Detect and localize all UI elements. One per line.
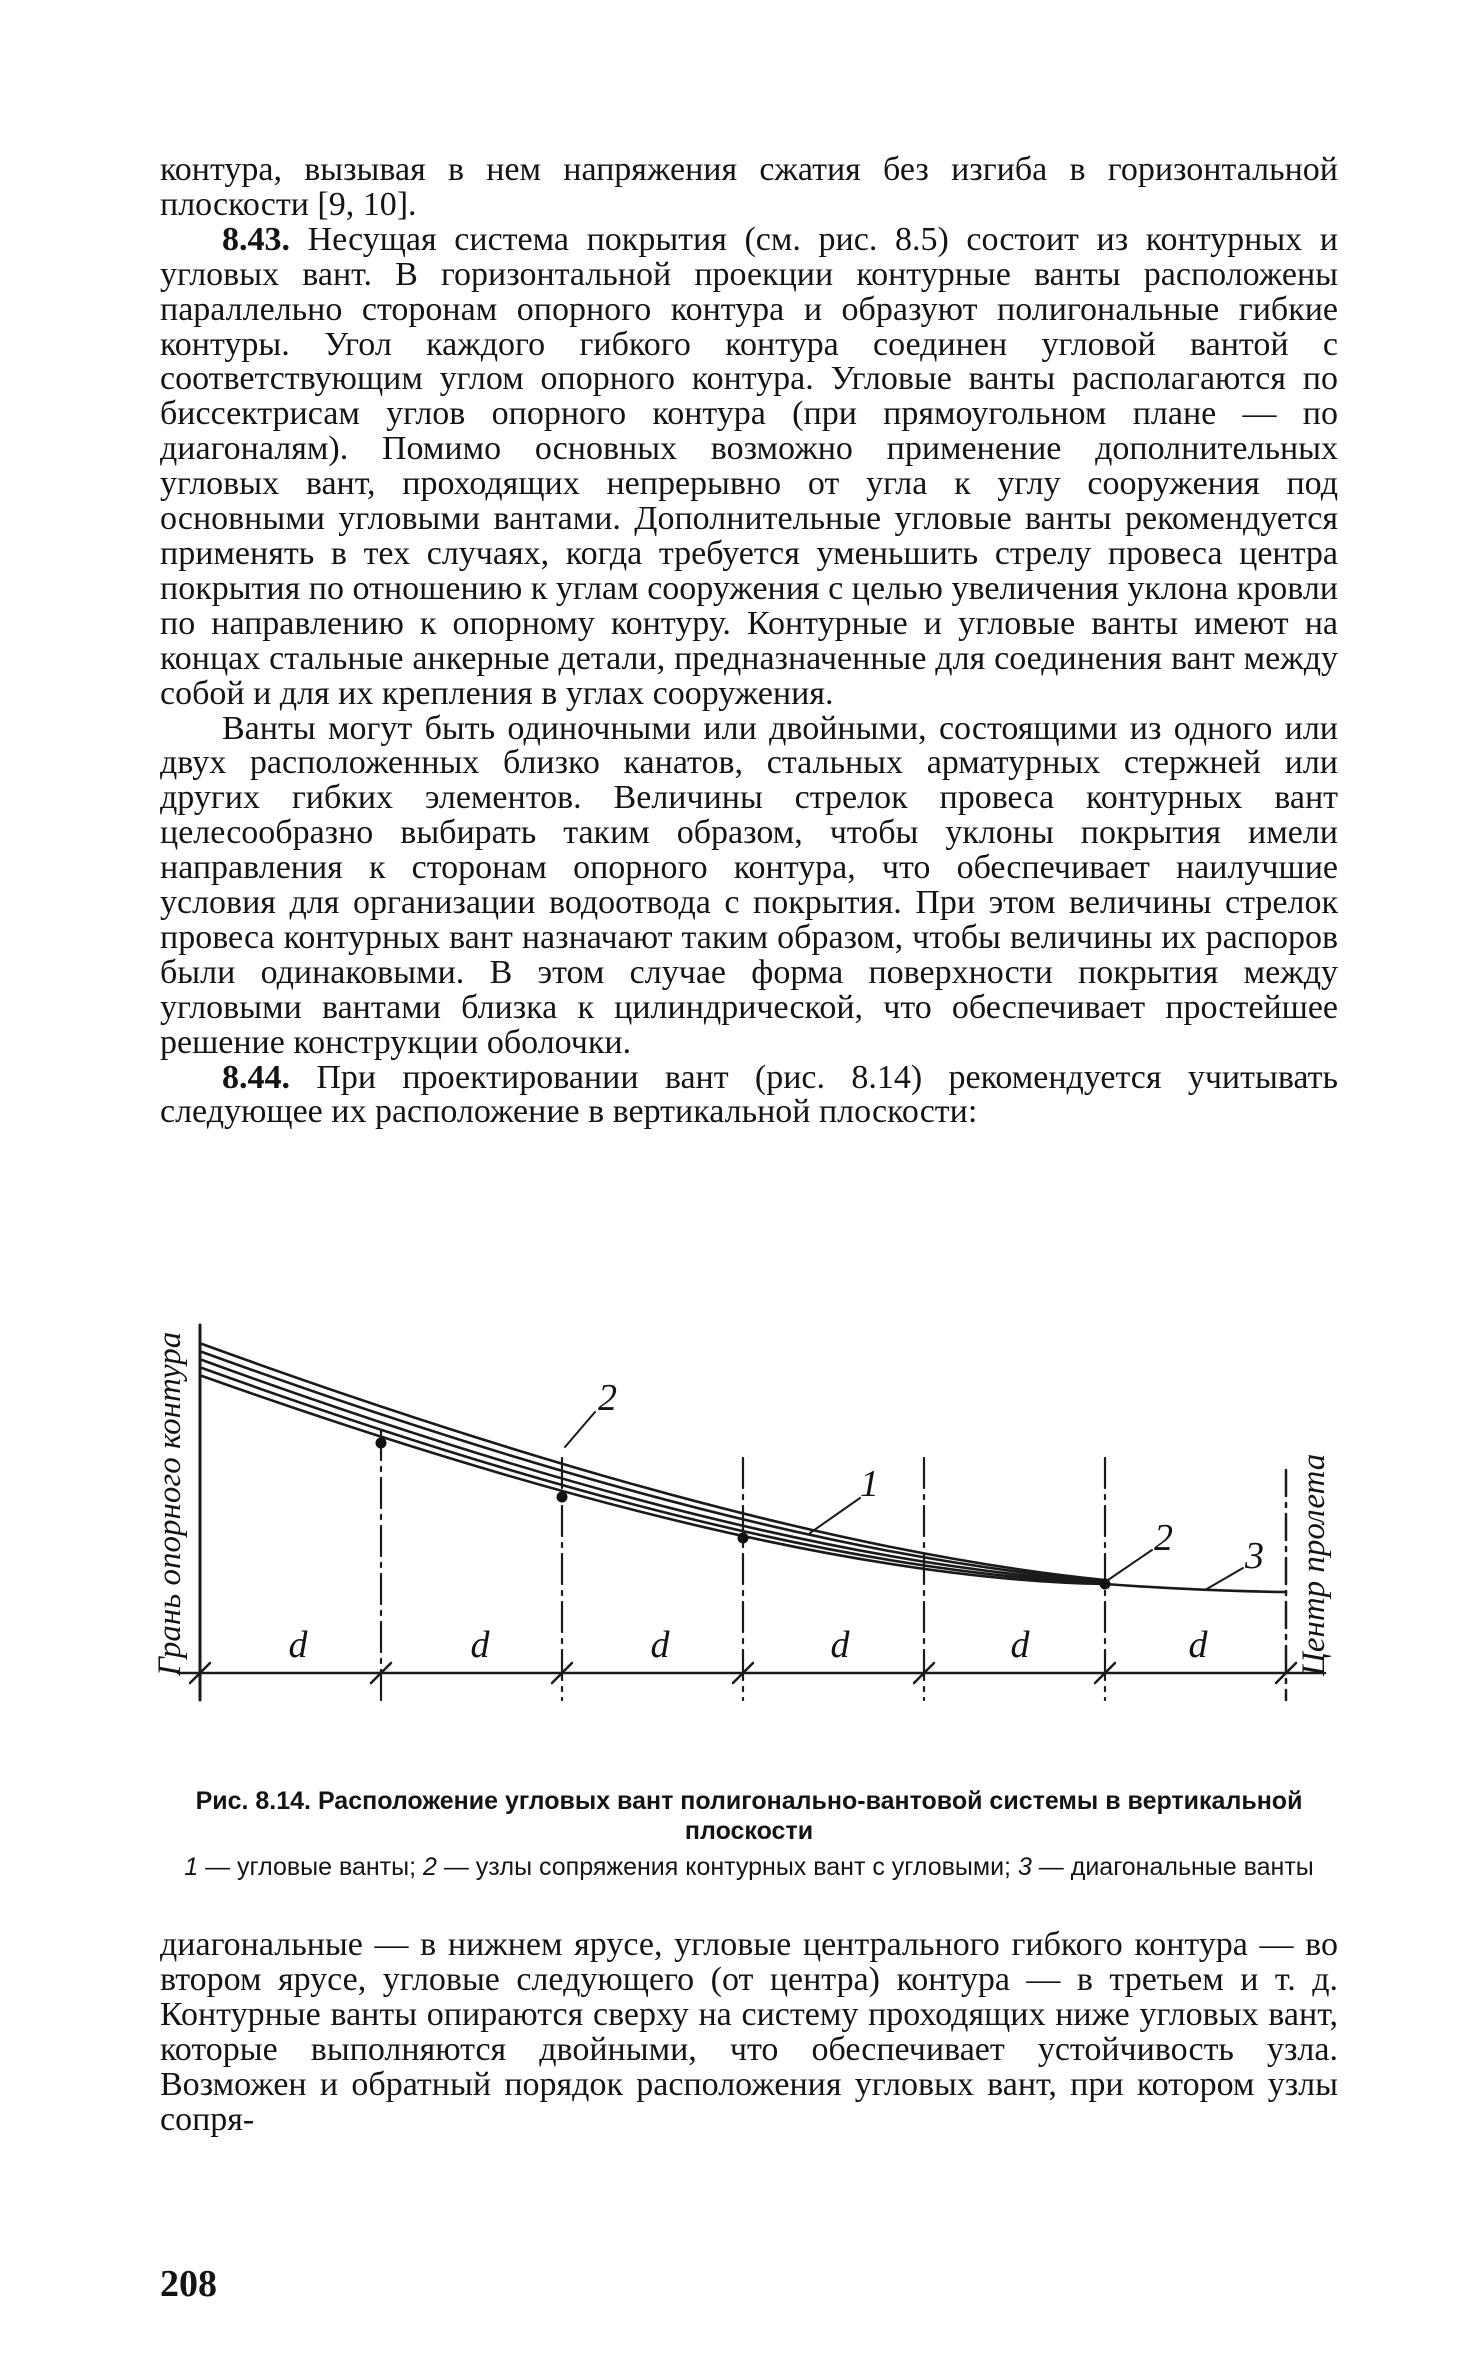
paragraph: диагональные — в нижнем ярусе, угловые центрального гибкого контура — во втором ярусе, угловые следующего (от центра) контура — в третьем и т. д. Контурные ванты опираются сверху на систему проходящих ниже угловых вант, которые выполняются двойными, что обеспечивает устойчивость узла. Возможен и обратный порядок расположения угловых вант, при котором узлы сопря- <box>160 1926 1338 2138</box>
clause-number: 8.44. <box>222 1058 290 1096</box>
body-text-bottom <box>160 1928 1338 2137</box>
dimension-label: d <box>1188 1624 1208 1666</box>
paragraph-8-43: 8.43. Несущая система покрытия (см. рис. 8.5) состоит из контурных и угловых вант. В горизонтальной проекции контурные ванты расположены параллельно сторонам опорного контура и образуют полигональные гибкие контуры. Угол каждого гибкого контура соединен угловой вантой с соответствующим углом опорного контура. Угловые ванты располагаются по биссектрисам углов опорного контура (при прямоугольном плане — по диагоналям). Помимо основных возможно применение дополнительных угловых вант, проходящих непрерывно от угла к углу сооружения под основными угловыми вантами. Дополнительные угловые ванты рекомендуется применять в тех случаях, когда требуется уменьшить стрелу провеса центра покрытия по отношению к углам сооружения с целью увеличения уклона кровли по направлению к опорному контуру. Контурные и угловые ванты имеют на концах стальные анкерные детали, предназначенные для соединения вант между собой и для их крепления в углах сооружения. <box>160 220 1338 712</box>
dimension-label: d <box>1010 1624 1030 1666</box>
figure-caption-legend: 1 — угловые ванты; 2 — узлы сопряжения контурных вант с угловыми; 3 — диагональные ванты <box>184 1853 1314 1881</box>
support-edge-label: Грань опорного контура <box>152 1331 188 1676</box>
angle-cables <box>202 1344 1105 1584</box>
callout-angle-cable-1: 1 <box>860 1463 879 1505</box>
page-number: 208 <box>160 2263 217 2305</box>
figure-caption-title: Рис. 8.14. Расположение угловых вант полигонально-вантовой системы в вертикальной плоскости <box>195 1787 1303 1845</box>
dimension-label: d <box>830 1624 850 1666</box>
callout-node-2a: 2 <box>598 1377 617 1419</box>
dimension-label: d <box>470 1624 490 1666</box>
paragraph-8-44: 8.44. При проектировании вант (рис. 8.14) рекомендуется учитывать следующее их расположение в вертикальной плоскости: <box>160 1058 1338 1131</box>
callout-node-2b: 2 <box>1154 1517 1173 1559</box>
clause-number: 8.43. <box>222 220 290 258</box>
cable-diagram <box>160 1300 1360 1730</box>
diagonal-cable <box>1105 1584 1286 1592</box>
figure-8-14 <box>152 1300 1360 1730</box>
span-center-label: Центр пролета <box>1296 1453 1332 1676</box>
callout-diagonal-cable-3: 3 <box>1245 1535 1264 1577</box>
dimension-label: d <box>650 1624 670 1666</box>
paragraph: Ванты могут быть одиночными или двойными, состоящими из одного или двух расположенных близко канатов, стальных арматурных стержней или других гибких элементов. Величины стрелок провеса контурных вант целесообразно выбирать таким образом, чтобы уклоны покрытия имели направления к сторонам опорного контура, что обеспечивает наилучшие условия для организации водоотвода с покрытия. При этом величины стрелок провеса контурных вант назначают таким образом, чтобы величины их распоров были одинаковыми. В этом случае форма поверхности покрытия между угловыми вантами близка к цилиндрической, что обеспечивает простейшее решение конструкции оболочки. <box>160 709 1338 1061</box>
dimension-label: d <box>288 1624 308 1666</box>
body-text-top <box>160 153 1338 1130</box>
paragraph: контура, вызывая в нем напряжения сжатия без изгиба в горизонтальной плоскости [9, 10]. <box>160 151 1338 223</box>
